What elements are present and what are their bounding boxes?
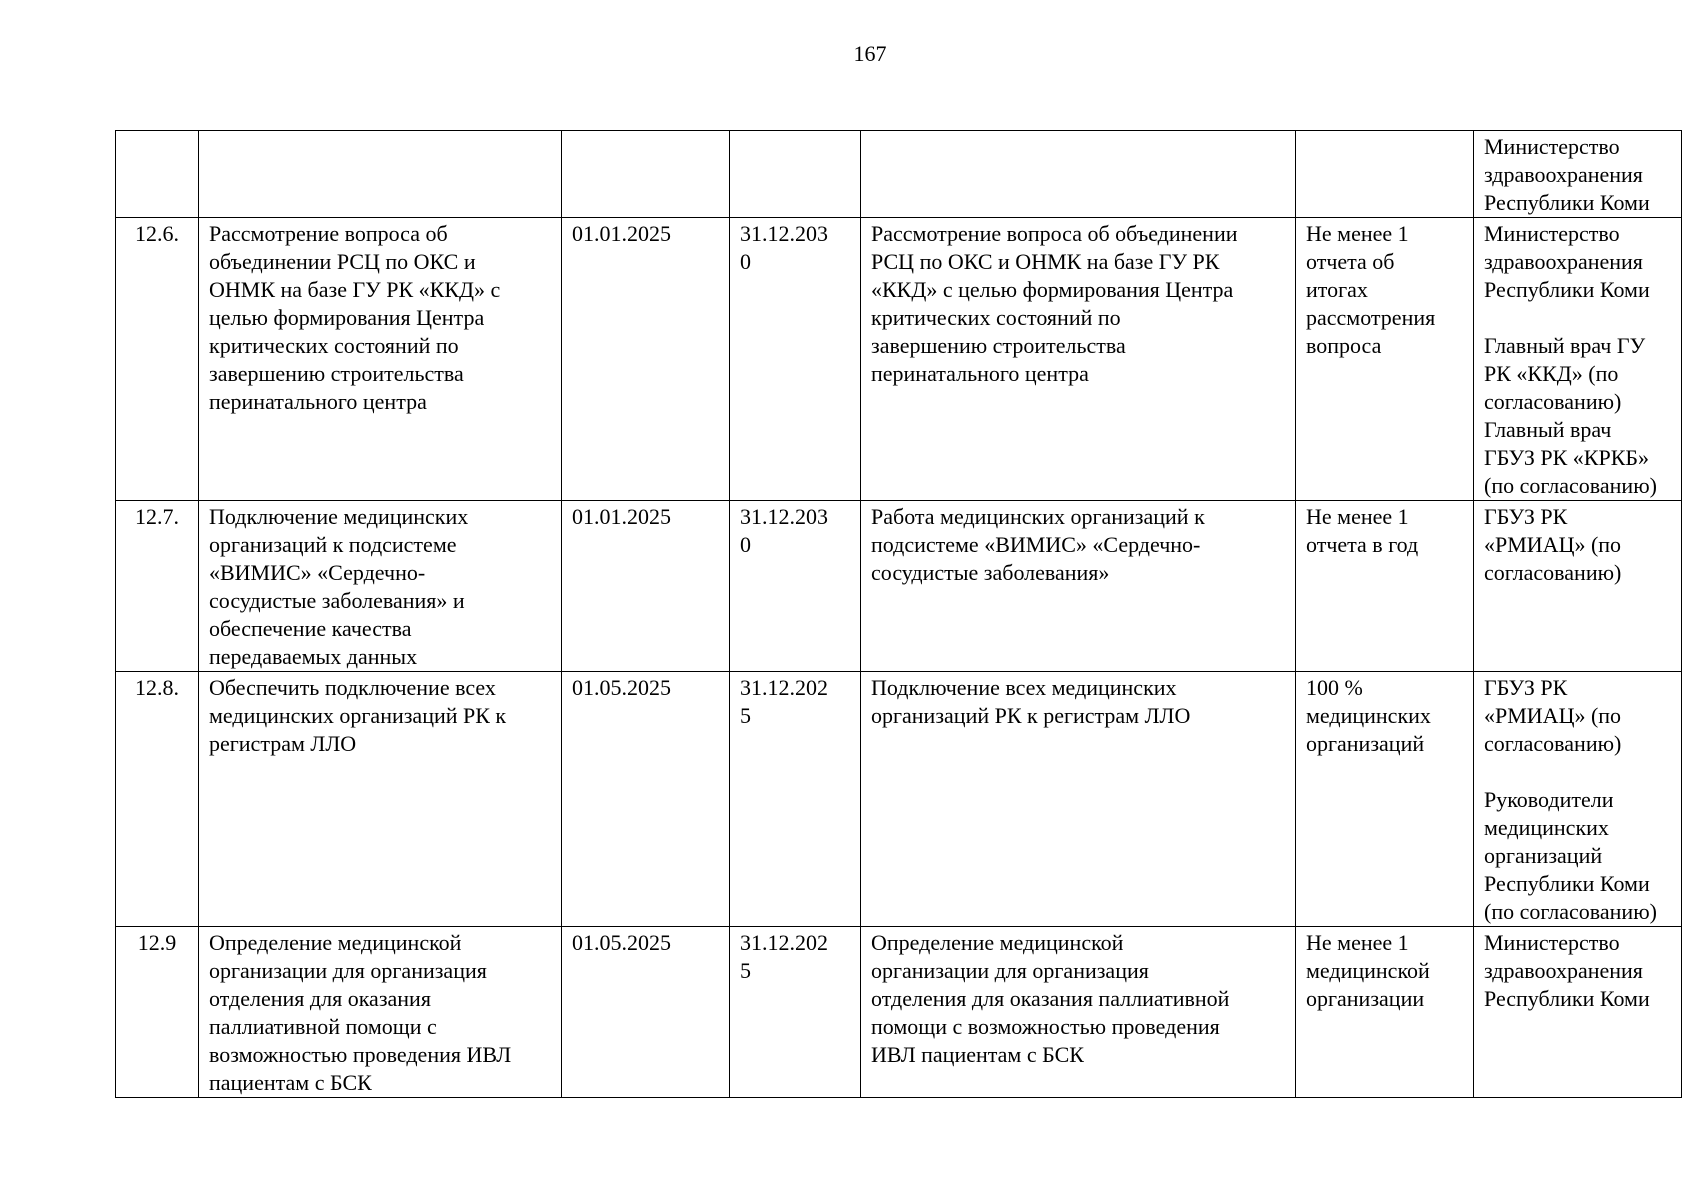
result-cell: Определение медицинской организации для организация отделения для оказания паллиативной помощи с возможностью проведения ИВЛ пациентам с БСК [861, 927, 1296, 1098]
row-number-cell: 12.9 [116, 927, 199, 1098]
start-date-text: 01.01.2025 [572, 221, 671, 246]
start-date-cell: 01.05.2025 [562, 672, 730, 927]
measure-name-cell: Обеспечить подключение всех медицинских организаций РК к регистрам ЛЛО [199, 672, 562, 927]
start-date-text: 01.01.2025 [572, 504, 671, 529]
responsible-cell: Министерство здравоохранения Республики Коми Главный врач ГУ РК «ККД» (по согласованию) Главный врач ГБУЗ РК «КРКБ» (по согласованию) [1474, 218, 1682, 501]
end-date-cell: 31.12.202 5 [730, 927, 861, 1098]
result-cell [861, 131, 1296, 218]
responsible-cell: Министерство здравоохранения Республики Коми [1474, 927, 1682, 1098]
table-row [116, 927, 1682, 1098]
table-row [116, 672, 1682, 927]
end-date-text: 31.12.203 0 [740, 221, 828, 274]
result-cell: Подключение всех медицинских организаций РК к регистрам ЛЛО [861, 672, 1296, 927]
result-cell: Работа медицинских организаций к подсистеме «ВИМИС» «Сердечно- сосудистые заболевания» [861, 501, 1296, 672]
table-row [116, 218, 1682, 501]
result-cell: Рассмотрение вопроса об объединении РСЦ по ОКС и ОНМК на базе ГУ РК «ККД» с целью формирования Центра критических состояний по завершению строительства перинатального центра [861, 218, 1296, 501]
indicator-cell: Не менее 1 медицинской организации [1296, 927, 1474, 1098]
end-date-cell [730, 131, 861, 218]
indicator-cell: Не менее 1 отчета об итогах рассмотрения вопроса [1296, 218, 1474, 501]
measure-name-cell: Рассмотрение вопроса об объединении РСЦ по ОКС и ОНМК на базе ГУ РК «ККД» с целью формирования Центра критических состояний по завершению строительства перинатального центра [199, 218, 562, 501]
responsible-cell: Министерство здравоохранения Республики Коми [1474, 131, 1682, 218]
responsible-cell: ГБУЗ РК «РМИАЦ» (по согласованию) [1474, 501, 1682, 672]
start-date-cell [562, 218, 730, 501]
end-date-cell [730, 218, 861, 501]
measure-name-cell: Определение медицинской организации для организация отделения для оказания паллиативной помощи с возможностью проведения ИВЛ пациентам с БСК [199, 927, 562, 1098]
measures-table [115, 130, 1682, 1098]
measure-name-cell [199, 131, 562, 218]
measure-name-cell: Подключение медицинских организаций к подсистеме «ВИМИС» «Сердечно- сосудистые заболевания» и обеспечение качества передаваемых данных [199, 501, 562, 672]
table-row [116, 131, 1682, 218]
end-date-cell: 31.12.202 5 [730, 672, 861, 927]
indicator-cell [1296, 131, 1474, 218]
row-number-cell [116, 131, 199, 218]
responsible-cell: ГБУЗ РК «РМИАЦ» (по согласованию) Руководители медицинских организаций Республики Коми (по согласованию) [1474, 672, 1682, 927]
indicator-cell: Не менее 1 отчета в год [1296, 501, 1474, 672]
row-number-cell: 12.7. [116, 501, 199, 672]
start-date-cell [562, 501, 730, 672]
end-date-cell [730, 501, 861, 672]
table-row [116, 501, 1682, 672]
row-number-cell: 12.6. [116, 218, 199, 501]
start-date-cell [562, 131, 730, 218]
indicator-cell: 100 % медицинских организаций [1296, 672, 1474, 927]
row-number-cell: 12.8. [116, 672, 199, 927]
start-date-cell: 01.05.2025 [562, 927, 730, 1098]
page-number: 167 [853, 41, 887, 66]
end-date-text: 31.12.203 0 [740, 504, 828, 557]
